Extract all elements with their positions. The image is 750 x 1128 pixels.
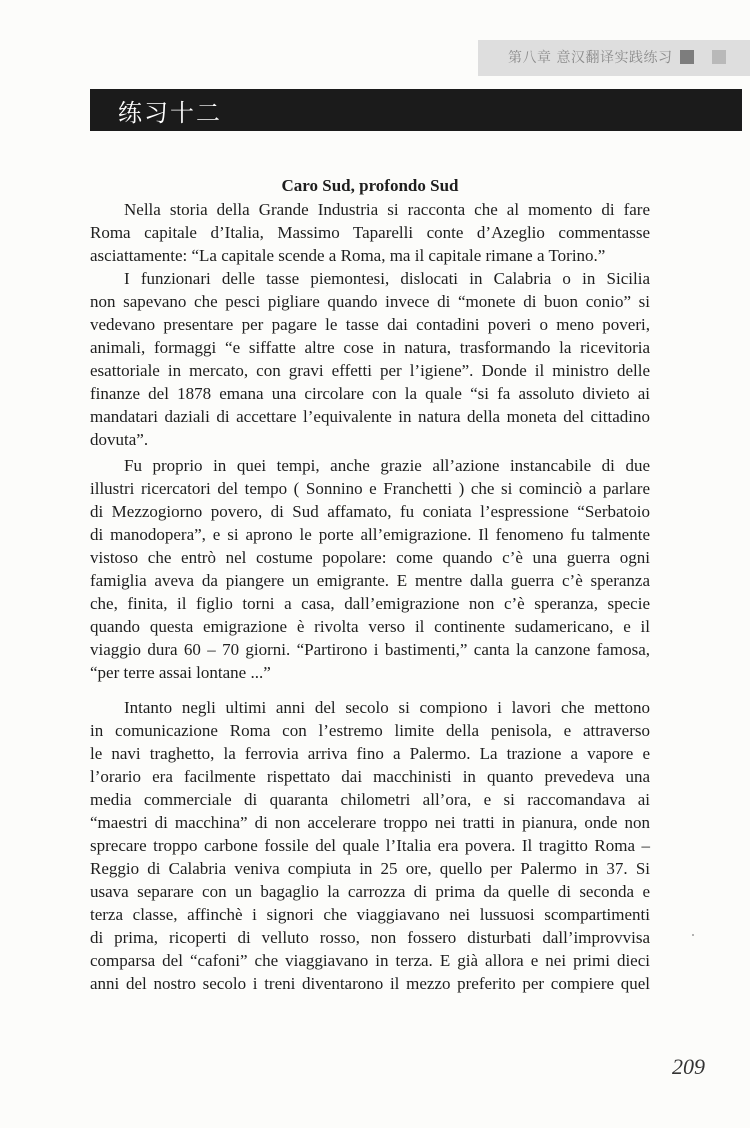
text-line: illustri ricercatori del tempo ( Sonnino e Franchetti ) che si cominciò a parlare [90,479,650,498]
text-line: vistoso che entrò nel costume popolare: come quando c’è una guerra ogni [90,548,650,567]
text-line: terza classe, affinchè i signori che viaggiavano nei lussuosi scompartimenti [90,905,650,924]
text-line: anni del nostro secolo i treni diventarono il mezzo preferito per compiere quel [90,974,650,993]
text-line: in comunicazione Roma con l’estremo limite della penisola, e attraverso [90,721,650,740]
header-square-dark [680,50,694,64]
page-number: 209 [672,1054,705,1079]
article-title: Caro Sud, profondo Sud [281,176,459,195]
text-line: viaggio dura 60 – 70 giorni. “Partirono i bastimenti,” canta la canzone famosa, [90,640,650,659]
text-line: usava separare con un bagaglio la carrozza di prima da quelle di seconda e [90,882,650,901]
text-line: di prima, ricoperti di velluto rosso, non fossero disturbati dall’improvvisa [90,928,650,947]
chapter-header: 第八章 意汉翻译实践练习 [508,50,673,66]
text-line: vedevano presentare per pagare le tasse dai contadini poveri o meno poveri, [90,315,650,334]
text-line: che, finita, il figlio torni a casa, dall’emigrazione non c’è speranza, specie [90,594,650,613]
text-line: asciattamente: “La capitale scende a Roma, ma il capitale rimane a Torino.” [90,246,606,265]
text-line: quando questa emigrazione è rivolta verso il continente sudamericano, e il [90,617,650,636]
text-line: di Mezzogiorno povero, di Sud affamato, fu coniata l’espressione “Serbatoio [90,502,650,521]
text-line: Intanto negli ultimi anni del secolo si compiono i lavori che mettono [124,698,650,717]
text-line: “per terre assai lontane ...” [90,663,271,682]
text-line: di manodopera”, e si aprono le porte all’emigrazione. Il fenomeno fu talmente [90,525,650,544]
text-line: famiglia aveva da piangere un emigrante. E mentre dalla guerra c’è speranza [90,571,650,590]
text-line: “maestri di macchina” di non accelerare troppo nei tratti in pianura, onde non [90,813,650,832]
text-line: comparsa del “cafoni” che viaggiavano in terza. E già allora e nei primi dieci [90,951,650,970]
text-line: finanze del 1878 emana una circolare con la quale “si fa assoluto divieto ai [90,384,650,403]
text-line: le navi traghetto, la ferrovia arriva fino a Palermo. La trazione a vapore e [90,744,650,763]
page-speck [692,934,694,936]
text-line: Reggio di Calabria veniva compiuta in 25 ore, quello per Palermo in 37. Si [90,859,650,878]
exercise-title: 练习十二 [118,99,222,127]
text-line: Fu proprio in quei tempi, anche grazie all’azione instancabile di due [124,456,650,475]
text-line: media commerciale di quaranta chilometri all’ora, e si raccomandava ai [90,790,650,809]
header-square-light [712,50,726,64]
text-line: esattoriale in mercato, con gravi effetti per l’igiene”. Donde il ministro delle [90,361,650,380]
text-line: l’orario era facilmente rispettato dai macchinisti in quanto prevedeva una [90,767,650,786]
text-line: mandatari daziali di accettare l’equivalente in natura della moneta del cittadino [90,407,650,426]
text-line: sprecare troppo carbone fossile del quale l’Italia era povera. Il tragitto Roma – [90,836,650,855]
text-line: Roma capitale d’Italia, Massimo Taparelli conte d’Azeglio commentasse [90,223,650,242]
text-line: animali, formaggi “e siffatte altre cose in natura, trasformando la ricevitoria [90,338,650,357]
text-line: non sapevano che pesci pigliare quando invece di “monete di buon conio” si [90,292,650,311]
text-line: dovuta”. [90,430,149,449]
text-line: Nella storia della Grande Industria si racconta che al momento di fare [124,200,650,219]
text-line: I funzionari delle tasse piemontesi, dislocati in Calabria o in Sicilia [124,269,650,288]
